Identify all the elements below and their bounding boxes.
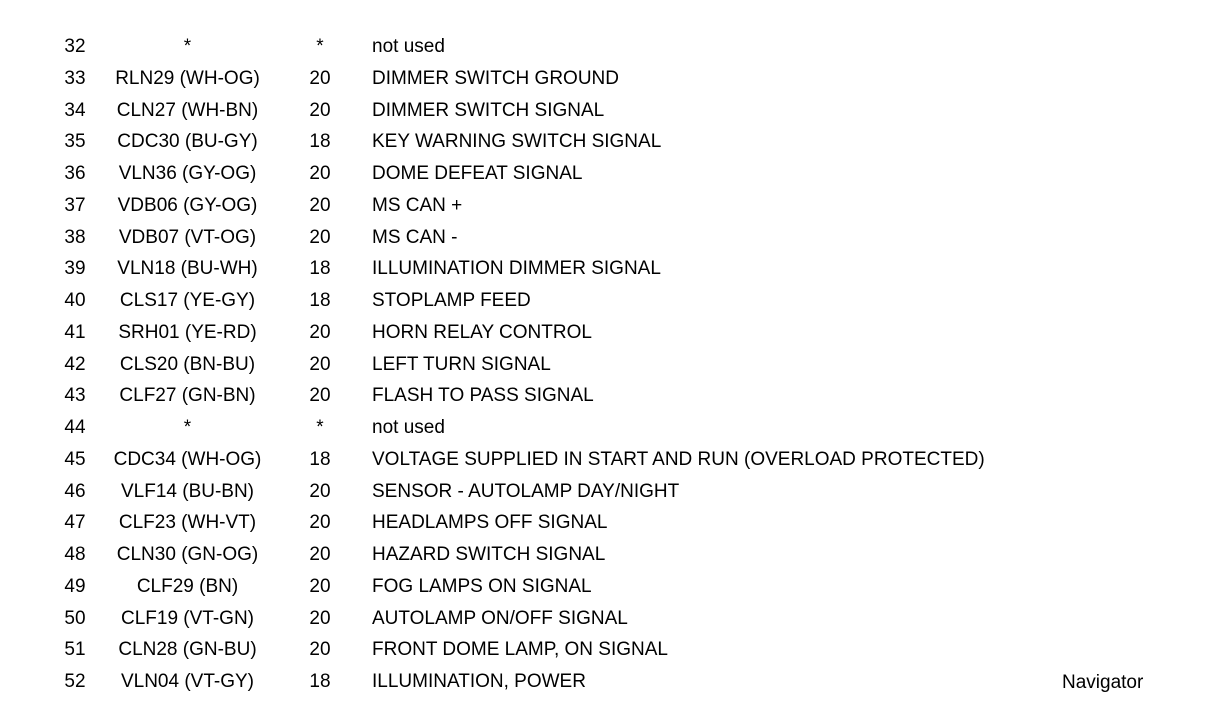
circuit-function: not used <box>372 417 445 438</box>
circuit-code: VLF14 (BU-BN) <box>120 480 255 502</box>
table-row <box>0 571 1216 603</box>
wire-gauge: 20 <box>309 480 331 502</box>
wire-gauge: 20 <box>309 163 331 184</box>
table-row <box>0 539 1216 571</box>
wire-gauge: 20 <box>309 512 331 534</box>
table-row <box>0 126 1216 158</box>
wire-gauge: 20 <box>309 607 331 629</box>
circuit-code: VLN18 (BU-WH) <box>117 258 258 280</box>
pin-number: 44 <box>64 417 86 438</box>
pin-number: 43 <box>64 385 86 407</box>
table-row <box>0 634 1216 666</box>
pin-number: 51 <box>64 639 86 661</box>
circuit-code: VLN36 (GY-OG) <box>118 163 257 184</box>
table-row <box>0 190 1216 222</box>
circuit-function: DIMMER SWITCH SIGNAL <box>372 99 605 121</box>
table-row <box>0 253 1216 285</box>
wire-gauge: 18 <box>309 258 331 280</box>
circuit-code: SRH01 (YE-RD) <box>118 321 257 343</box>
pin-number: 42 <box>64 353 86 375</box>
wire-gauge: 20 <box>309 353 331 375</box>
circuit-function: not used <box>372 36 445 57</box>
circuit-code: CLF19 (VT-GN) <box>120 607 255 629</box>
footer-label: Navigator <box>1062 672 1144 693</box>
pin-number: 45 <box>64 448 86 470</box>
wire-gauge: 20 <box>309 194 331 216</box>
pin-number: 41 <box>64 321 86 343</box>
table-row <box>0 412 1216 444</box>
circuit-code: CLF23 (WH-VT) <box>118 512 257 534</box>
table-row <box>0 380 1216 412</box>
circuit-function: HAZARD SWITCH SIGNAL <box>372 544 606 565</box>
pin-number: 50 <box>64 607 86 629</box>
table-row <box>0 95 1216 127</box>
pin-number: 34 <box>64 99 86 121</box>
circuit-function: FRONT DOME LAMP, ON SIGNAL <box>372 639 668 661</box>
table-row <box>0 603 1216 635</box>
circuit-function: STOPLAMP FEED <box>372 290 531 311</box>
pin-number: 49 <box>64 575 86 597</box>
table-row <box>0 317 1216 349</box>
pin-number: 47 <box>64 512 86 534</box>
circuit-code: CLF29 (BN) <box>136 575 239 597</box>
circuit-code: CDC34 (WH-OG) <box>113 448 262 470</box>
wire-gauge: 20 <box>309 99 331 121</box>
pin-number: 33 <box>64 67 86 89</box>
pin-number: 32 <box>64 36 86 57</box>
circuit-function: ILLUMINATION, POWER <box>372 671 586 692</box>
wire-gauge: 18 <box>309 448 331 470</box>
pin-number: 36 <box>64 163 86 184</box>
pin-number: 35 <box>64 131 86 153</box>
circuit-code: CLN30 (GN-OG) <box>116 544 259 565</box>
pin-number: 48 <box>64 544 86 565</box>
circuit-function: LEFT TURN SIGNAL <box>372 353 551 375</box>
circuit-function: VOLTAGE SUPPLIED IN START AND RUN (OVERLOAD PROTECTED) <box>372 448 985 470</box>
table-row <box>0 63 1216 95</box>
wire-gauge: 18 <box>309 131 331 153</box>
table-row <box>0 285 1216 317</box>
circuit-code: CLN28 (GN-BU) <box>118 639 257 661</box>
table-row <box>0 476 1216 508</box>
circuit-function: DIMMER SWITCH GROUND <box>372 67 619 89</box>
wire-gauge: 18 <box>309 671 331 692</box>
table-row <box>0 158 1216 190</box>
pin-number: 40 <box>64 290 86 311</box>
circuit-function: DOME DEFEAT SIGNAL <box>372 163 583 184</box>
wire-gauge: 20 <box>309 385 331 407</box>
wire-gauge: 20 <box>309 321 331 343</box>
circuit-function: AUTOLAMP ON/OFF SIGNAL <box>372 607 628 629</box>
circuit-code: VDB06 (GY-OG) <box>117 194 258 216</box>
circuit-function: SENSOR - AUTOLAMP DAY/NIGHT <box>372 480 680 502</box>
circuit-code: * <box>183 417 192 438</box>
circuit-code: CLS17 (YE-GY) <box>119 290 256 311</box>
circuit-function: MS CAN + <box>372 194 463 216</box>
circuit-code: CLF27 (GN-BN) <box>119 385 256 407</box>
pin-number: 39 <box>64 258 86 280</box>
pin-number: 37 <box>64 194 86 216</box>
table-row <box>0 31 1216 63</box>
circuit-function: ILLUMINATION DIMMER SIGNAL <box>372 258 661 280</box>
table-row <box>0 349 1216 381</box>
pin-number: 52 <box>64 671 86 692</box>
circuit-function: FLASH TO PASS SIGNAL <box>372 385 594 407</box>
table-row <box>0 507 1216 539</box>
wire-gauge: * <box>316 417 324 438</box>
circuit-code: RLN29 (WH-OG) <box>115 67 260 89</box>
connector-pin-table <box>0 31 1216 698</box>
wire-gauge: 20 <box>309 544 331 565</box>
circuit-code: VDB07 (VT-OG) <box>118 226 257 248</box>
table-row <box>0 222 1216 254</box>
circuit-function: KEY WARNING SWITCH SIGNAL <box>372 131 662 153</box>
circuit-function: HEADLAMPS OFF SIGNAL <box>372 512 608 534</box>
pin-number: 46 <box>64 480 86 502</box>
table-row <box>0 444 1216 476</box>
wire-gauge: 20 <box>309 226 331 248</box>
wire-gauge: 20 <box>309 67 331 89</box>
circuit-code: CLN27 (WH-BN) <box>116 99 259 121</box>
table-row <box>0 666 1216 698</box>
circuit-function: HORN RELAY CONTROL <box>372 321 592 343</box>
circuit-code: CDC30 (BU-GY) <box>117 131 258 153</box>
circuit-function: FOG LAMPS ON SIGNAL <box>372 575 592 597</box>
circuit-code: CLS20 (BN-BU) <box>119 353 256 375</box>
wire-gauge: * <box>316 36 324 57</box>
wire-gauge: 20 <box>309 575 331 597</box>
circuit-code: VLN04 (VT-GY) <box>120 671 255 692</box>
wire-gauge: 18 <box>309 290 331 311</box>
circuit-function: MS CAN - <box>372 226 458 248</box>
circuit-code: * <box>183 36 192 57</box>
pin-number: 38 <box>64 226 86 248</box>
wire-gauge: 20 <box>309 639 331 661</box>
